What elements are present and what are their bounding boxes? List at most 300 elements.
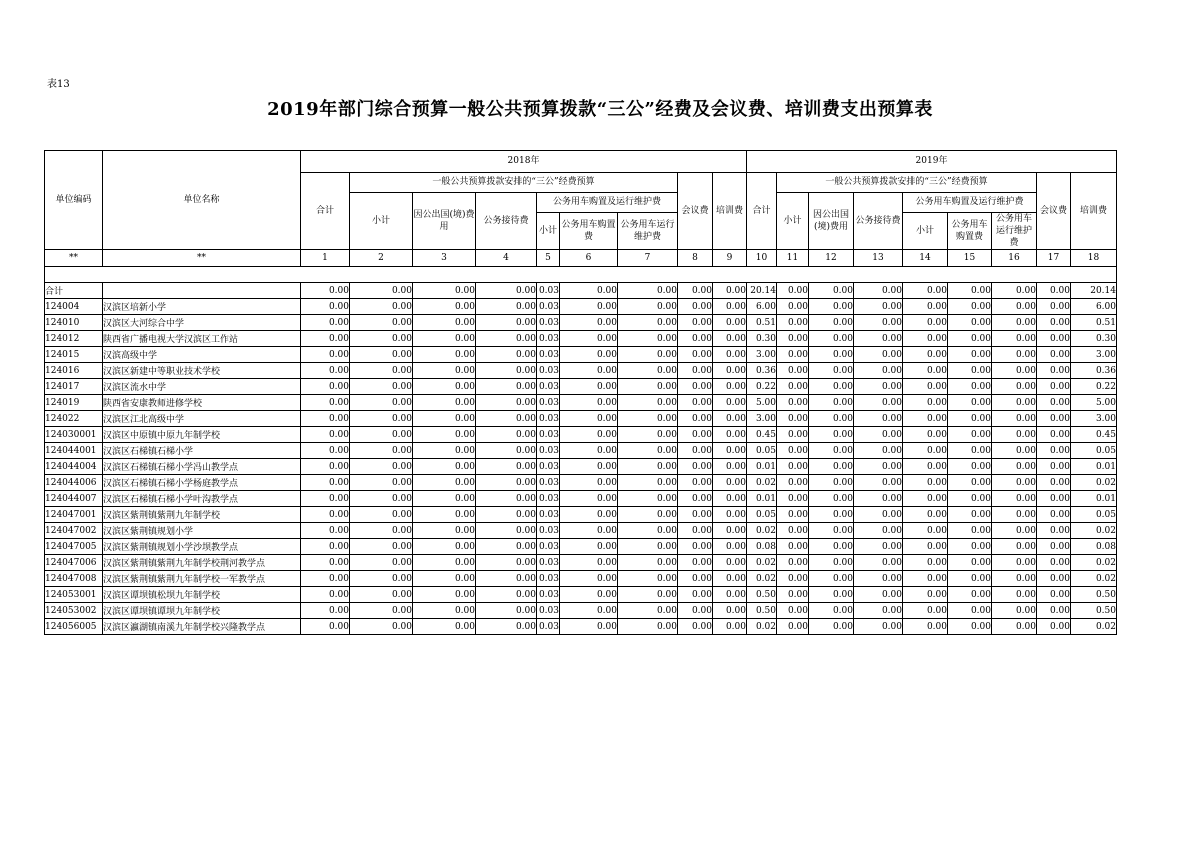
unit-code-cell: 124053001 [45,587,103,603]
value-cell: 0.00 [301,619,350,635]
value-cell: 0.00 [948,619,992,635]
value-cell: 0.00 [350,379,413,395]
value-cell: 0.00 [678,299,713,315]
value-cell: 0.00 [854,443,903,459]
value-cell: 0.00 [350,363,413,379]
column-number: 8 [678,250,713,267]
unit-name-cell: 汉滨区紫荆镇紫荆九年制学校一军教学点 [103,571,301,587]
header-vehicle-maint-2019: 公务用车运行维护费 [992,213,1037,250]
value-cell: 0.03 [537,555,560,571]
column-number: 18 [1071,250,1117,267]
value-cell: 0.00 [992,379,1037,395]
value-cell: 0.00 [903,587,948,603]
value-cell: 0.00 [413,363,476,379]
value-cell: 0.00 [992,395,1037,411]
header-training-2019: 培训费 [1071,173,1117,250]
value-cell: 0.00 [413,603,476,619]
value-cell: 0.00 [948,347,992,363]
table-row [45,347,1117,363]
unit-name-cell: 汉滨区紫荆镇规划小学沙坝教学点 [103,539,301,555]
value-cell: 0.00 [350,571,413,587]
value-cell: 0.00 [903,523,948,539]
value-cell: 0.00 [476,619,537,635]
value-cell: 0.00 [476,459,537,475]
unit-code-cell: 124004 [45,299,103,315]
value-cell: 0.00 [301,523,350,539]
value-cell: 0.05 [747,507,777,523]
value-cell: 0.00 [476,475,537,491]
value-cell: 0.00 [476,491,537,507]
value-cell: 0.00 [903,299,948,315]
value-cell: 0.00 [301,363,350,379]
value-cell: 0.00 [777,443,809,459]
unit-code-cell: 124030001 [45,427,103,443]
header-year-2018: 2018年 [301,151,747,173]
value-cell: 0.01 [1071,491,1117,507]
value-cell: 0.00 [618,363,678,379]
value-cell: 0.00 [413,411,476,427]
value-cell: 0.00 [992,603,1037,619]
value-cell: 0.00 [476,443,537,459]
unit-name-cell: 汉滨区中原镇中原九年制学校 [103,427,301,443]
unit-name-cell: 汉滨区紫荆镇紫荆九年制学校 [103,507,301,523]
value-cell: 0.03 [537,427,560,443]
value-cell: 0.00 [413,459,476,475]
value-cell: 0.00 [992,331,1037,347]
value-cell: 0.00 [713,555,747,571]
value-cell: 0.00 [809,523,854,539]
value-cell: 0.00 [301,555,350,571]
unit-name-cell: 汉滨区培新小学 [103,299,301,315]
value-cell: 0.00 [809,443,854,459]
value-cell: 0.00 [678,363,713,379]
value-cell: 0.00 [476,283,537,299]
value-cell: 0.00 [854,491,903,507]
column-number: 7 [618,250,678,267]
value-cell: 0.05 [747,443,777,459]
value-cell: 0.00 [1037,363,1071,379]
value-cell: 0.00 [1037,603,1071,619]
value-cell: 0.00 [413,491,476,507]
value-cell: 0.00 [678,507,713,523]
value-cell: 0.00 [903,555,948,571]
value-cell: 0.00 [301,443,350,459]
value-cell: 0.00 [809,491,854,507]
value-cell: 0.03 [537,587,560,603]
value-cell: 0.00 [678,587,713,603]
value-cell: 0.03 [537,491,560,507]
value-cell: 0.51 [1071,315,1117,331]
value-cell: 0.00 [618,347,678,363]
header-subtotal-2018: 小计 [350,193,413,250]
value-cell: 0.00 [618,411,678,427]
value-cell: 0.00 [777,347,809,363]
table-row [45,363,1117,379]
value-cell: 0.00 [777,539,809,555]
value-cell: 0.03 [537,347,560,363]
value-cell: 0.00 [301,475,350,491]
value-cell: 0.00 [301,427,350,443]
value-cell: 0.00 [350,283,413,299]
value-cell: 0.45 [1071,427,1117,443]
value-cell: 0.00 [618,571,678,587]
value-cell: 0.00 [809,555,854,571]
value-cell: 0.00 [560,507,618,523]
unit-code-cell: 124056005 [45,619,103,635]
value-cell: 0.00 [476,331,537,347]
value-cell: 0.00 [948,475,992,491]
value-cell: 0.00 [854,347,903,363]
table-body [45,267,1117,635]
unit-code-cell: 124047006 [45,555,103,571]
value-cell: 0.00 [560,443,618,459]
value-cell: 0.00 [713,363,747,379]
unit-code-cell: 124015 [45,347,103,363]
value-cell: 0.00 [713,619,747,635]
value-cell: 0.03 [537,315,560,331]
value-cell: 0.00 [678,395,713,411]
value-cell: 0.00 [618,603,678,619]
value-cell: 0.00 [903,603,948,619]
value-cell: 0.00 [618,491,678,507]
value-cell: 0.00 [350,523,413,539]
value-cell: 0.03 [537,411,560,427]
header-vehicle-purchase-2018: 公务用车购置费 [560,213,618,250]
value-cell: 0.00 [809,619,854,635]
value-cell: 0.00 [948,507,992,523]
value-cell: 0.00 [560,523,618,539]
value-cell: 0.02 [747,619,777,635]
value-cell: 0.00 [560,427,618,443]
value-cell: 0.00 [618,443,678,459]
value-cell: 0.00 [854,427,903,443]
value-cell: 0.30 [1071,331,1117,347]
value-cell: 0.00 [350,491,413,507]
value-cell: 0.00 [809,475,854,491]
value-cell: 0.03 [537,299,560,315]
value-cell: 0.05 [1071,443,1117,459]
value-cell: 0.08 [1071,539,1117,555]
value-cell: 0.00 [854,587,903,603]
header-vehicle-subtotal-2019: 小计 [903,213,948,250]
value-cell: 0.03 [537,395,560,411]
value-cell: 0.00 [992,571,1037,587]
value-cell: 0.00 [992,555,1037,571]
value-cell: 0.03 [537,363,560,379]
value-cell: 0.00 [1037,331,1071,347]
separator-row [45,267,1117,283]
value-cell: 0.00 [350,411,413,427]
table-row [45,539,1117,555]
value-cell: 0.22 [747,379,777,395]
budget-table [44,150,1117,635]
value-cell: 0.00 [809,379,854,395]
value-cell: 0.00 [560,315,618,331]
value-cell: 0.00 [560,411,618,427]
value-cell: 0.00 [1037,459,1071,475]
value-cell: 0.00 [809,411,854,427]
value-cell: 0.00 [777,491,809,507]
value-cell: 0.00 [854,283,903,299]
value-cell: 0.00 [777,507,809,523]
column-number: 11 [777,250,809,267]
value-cell: 0.00 [350,507,413,523]
value-cell: 0.00 [903,331,948,347]
value-cell: 0.00 [992,539,1037,555]
value-cell: 0.00 [301,603,350,619]
value-cell: 0.00 [413,619,476,635]
value-cell: 0.02 [1071,475,1117,491]
value-cell: 0.00 [678,411,713,427]
header-meeting-2019: 会议费 [1037,173,1071,250]
value-cell: 0.03 [537,619,560,635]
table-row [45,459,1117,475]
value-cell: 0.00 [678,475,713,491]
value-cell: 0.00 [854,299,903,315]
value-cell: 0.00 [350,603,413,619]
value-cell: 0.00 [476,395,537,411]
column-number: 10 [747,250,777,267]
table-row [45,587,1117,603]
value-cell: 0.02 [747,571,777,587]
value-cell: 0.00 [903,315,948,331]
unit-name-cell: 汉滨区江北高级中学 [103,411,301,427]
unit-name-cell: 汉滨区紫荆镇规划小学 [103,523,301,539]
value-cell: 0.00 [903,539,948,555]
value-cell: 0.36 [747,363,777,379]
header-vehicle-subtotal-2018: 小计 [537,213,560,250]
value-cell: 0.00 [350,299,413,315]
unit-name-cell: 陕西省广播电视大学汉滨区工作站 [103,331,301,347]
header-total-2018: 合计 [301,173,350,250]
value-cell: 0.00 [301,347,350,363]
value-cell: 0.00 [618,395,678,411]
value-cell: 0.00 [777,363,809,379]
value-cell: 0.00 [476,315,537,331]
value-cell: 0.00 [948,587,992,603]
value-cell: 0.00 [618,555,678,571]
column-number: 1 [301,250,350,267]
value-cell: 0.00 [948,539,992,555]
value-cell: 0.00 [560,619,618,635]
unit-name-cell: 汉滨高级中学 [103,347,301,363]
value-cell: 0.00 [618,539,678,555]
value-cell: 0.00 [903,475,948,491]
column-number: 16 [992,250,1037,267]
table-row [45,299,1117,315]
value-cell: 0.00 [854,523,903,539]
value-cell: 0.03 [537,379,560,395]
unit-name-cell: 汉滨区流水中学 [103,379,301,395]
value-cell: 0.00 [301,299,350,315]
value-cell: 0.00 [992,587,1037,603]
value-cell: 0.00 [413,571,476,587]
value-cell: 0.00 [992,459,1037,475]
value-cell: 0.00 [713,443,747,459]
unit-code-cell: 124017 [45,379,103,395]
value-cell: 0.00 [678,491,713,507]
value-cell: 0.00 [1037,283,1071,299]
value-cell: 0.00 [413,283,476,299]
value-cell: 0.00 [713,603,747,619]
value-cell: 0.00 [560,363,618,379]
table-row [45,491,1117,507]
value-cell: 0.00 [777,395,809,411]
unit-code-cell: 124044004 [45,459,103,475]
value-cell: 0.00 [992,315,1037,331]
value-cell: 0.00 [350,619,413,635]
value-cell: 0.00 [476,347,537,363]
value-cell: 0.00 [1037,571,1071,587]
value-cell: 0.00 [476,539,537,555]
value-cell: 0.01 [747,459,777,475]
value-cell: 0.00 [809,363,854,379]
value-cell: 0.00 [1037,411,1071,427]
value-cell: 0.00 [350,395,413,411]
value-cell: 0.01 [747,491,777,507]
value-cell: 0.00 [350,475,413,491]
column-number: 9 [713,250,747,267]
value-cell: 0.00 [948,299,992,315]
value-cell: 0.05 [1071,507,1117,523]
value-cell: 0.00 [1037,443,1071,459]
column-number: 14 [903,250,948,267]
value-cell: 0.00 [1037,299,1071,315]
value-cell: 0.00 [809,571,854,587]
unit-code-cell: 124016 [45,363,103,379]
value-cell: 0.00 [777,283,809,299]
column-number: 6 [560,250,618,267]
column-number: 15 [948,250,992,267]
value-cell: 0.02 [747,523,777,539]
value-cell: 0.00 [992,299,1037,315]
value-cell: 0.00 [948,283,992,299]
table-row [45,571,1117,587]
value-cell: 0.00 [777,619,809,635]
value-cell: 0.00 [413,539,476,555]
value-cell: 0.00 [560,459,618,475]
value-cell: 0.00 [678,539,713,555]
value-cell: 0.00 [301,395,350,411]
value-cell: 0.00 [854,475,903,491]
unit-name-cell: 汉滨区谭坝镇松坝九年制学校 [103,587,301,603]
value-cell: 3.00 [747,347,777,363]
table-row [45,411,1117,427]
value-cell: 0.00 [809,283,854,299]
value-cell: 0.00 [301,507,350,523]
value-cell: 0.00 [713,539,747,555]
value-cell: 0.00 [413,299,476,315]
table-row [45,379,1117,395]
value-cell: 0.00 [777,459,809,475]
value-cell: 0.00 [476,587,537,603]
value-cell: 0.00 [713,571,747,587]
value-cell: 0.36 [1071,363,1117,379]
header-reception-2018: 公务接待费 [476,193,537,250]
value-cell: 0.00 [992,491,1037,507]
value-cell: 0.00 [618,507,678,523]
value-cell: 0.00 [301,411,350,427]
value-cell: 0.00 [301,459,350,475]
value-cell: 0.00 [413,587,476,603]
table-row [45,555,1117,571]
total-row [45,283,1117,299]
value-cell: 0.00 [948,491,992,507]
value-cell: 0.02 [747,555,777,571]
value-cell: 0.00 [350,443,413,459]
value-cell: 0.03 [537,443,560,459]
value-cell: 0.00 [1037,427,1071,443]
value-cell: 0.00 [948,363,992,379]
value-cell: 0.00 [678,523,713,539]
value-cell: 0.00 [301,379,350,395]
unit-name-cell: 汉滨区新建中等职业技术学校 [103,363,301,379]
value-cell: 0.02 [747,475,777,491]
value-cell: 3.00 [1071,347,1117,363]
value-cell: 5.00 [747,395,777,411]
value-cell: 6.00 [1071,299,1117,315]
value-cell: 0.00 [301,491,350,507]
value-cell: 0.00 [948,523,992,539]
value-cell: 0.00 [678,459,713,475]
value-cell: 0.00 [948,571,992,587]
value-cell: 0.00 [777,315,809,331]
value-cell: 0.03 [537,283,560,299]
table-row [45,619,1117,635]
value-cell: 0.00 [854,315,903,331]
value-cell: 0.22 [1071,379,1117,395]
value-cell: 0.00 [713,475,747,491]
value-cell: 0.03 [537,459,560,475]
value-cell: 0.00 [350,587,413,603]
value-cell: 0.02 [1071,555,1117,571]
value-cell: 0.00 [854,571,903,587]
value-cell: 0.30 [747,331,777,347]
value-cell: 0.00 [948,603,992,619]
value-cell: 0.00 [903,347,948,363]
value-cell: 0.00 [560,379,618,395]
value-cell: 6.00 [747,299,777,315]
value-cell: 0.00 [948,379,992,395]
value-cell: 0.00 [809,587,854,603]
unit-name-cell: 汉滨区石梯镇石梯小学冯山教学点 [103,459,301,475]
value-cell: 0.00 [809,299,854,315]
value-cell: 0.00 [1037,555,1071,571]
header-training-2018: 培训费 [713,173,747,250]
table-row [45,427,1117,443]
value-cell: 0.00 [476,363,537,379]
value-cell: 0.03 [537,523,560,539]
unit-name-cell: 汉滨区石梯镇石梯小学杨庭教学点 [103,475,301,491]
value-cell: 0.00 [678,331,713,347]
column-number: 4 [476,250,537,267]
value-cell: 0.00 [854,539,903,555]
value-cell: 0.01 [1071,459,1117,475]
value-cell: 0.00 [560,475,618,491]
value-cell: 0.00 [350,555,413,571]
value-cell: 0.00 [618,331,678,347]
unit-code-cell: 124044001 [45,443,103,459]
value-cell: 0.00 [301,571,350,587]
value-cell: 0.00 [777,411,809,427]
value-cell: 0.00 [713,491,747,507]
value-cell: 0.00 [678,555,713,571]
value-cell: 0.00 [678,315,713,331]
value-cell: 0.00 [301,539,350,555]
value-cell: 0.00 [1037,523,1071,539]
value-cell: 0.03 [537,331,560,347]
value-cell: 0.00 [713,459,747,475]
